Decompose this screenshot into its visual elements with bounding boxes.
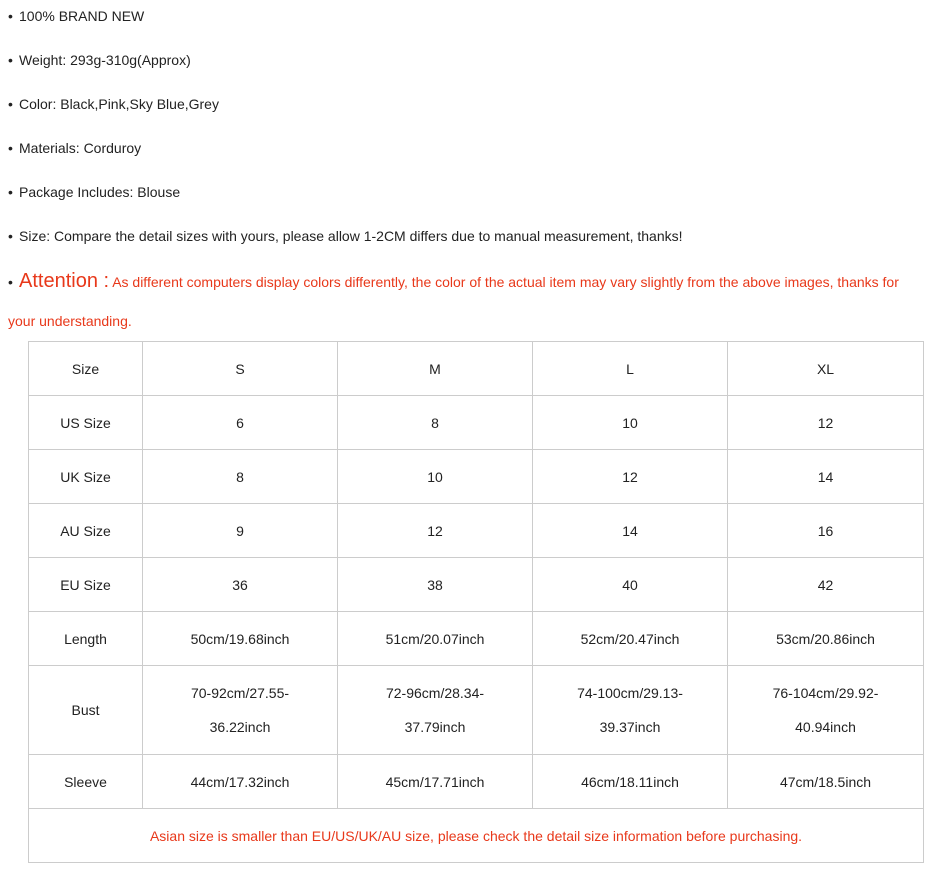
table-row-bust: [29, 666, 924, 755]
table-row: [29, 558, 924, 612]
spec-weight: • Weight: 293g-310g(Approx): [8, 52, 191, 68]
spec-materials: • Materials: Corduroy: [8, 140, 142, 156]
table-cell: 74-100cm/29.13- 39.37inch: [533, 666, 728, 755]
row-label: Length: [29, 612, 143, 666]
table-cell: 53cm/20.86inch: [728, 612, 924, 666]
header-cell: M: [338, 342, 533, 396]
table-cell: 12: [728, 396, 924, 450]
bullet-dot: •: [8, 96, 13, 112]
table-cell: 45cm/17.71inch: [338, 755, 533, 809]
spec-brand-new: • 100% BRAND NEW: [8, 8, 145, 24]
table-cell: 9: [143, 504, 338, 558]
table-cell: 50cm/19.68inch: [143, 612, 338, 666]
table-cell: 10: [533, 396, 728, 450]
row-label: US Size: [29, 396, 143, 450]
table-row-sleeve: [29, 755, 924, 809]
table-cell: 40: [533, 558, 728, 612]
table-cell: 47cm/18.5inch: [728, 755, 924, 809]
attention-title: Attention :: [19, 270, 110, 292]
bullet-dot: •: [8, 140, 13, 156]
header-cell: Size: [29, 342, 143, 396]
table-header-row: [29, 342, 924, 396]
row-label: EU Size: [29, 558, 143, 612]
row-label: Bust: [29, 666, 143, 755]
table-row: [29, 450, 924, 504]
table-cell: 52cm/20.47inch: [533, 612, 728, 666]
bullet-dot: •: [8, 274, 13, 290]
table-cell: 10: [338, 450, 533, 504]
bullet-dot: •: [8, 228, 13, 244]
table-cell: 46cm/18.11inch: [533, 755, 728, 809]
header-cell: L: [533, 342, 728, 396]
attention-body: As different computers display colors differently, the color of the actual item may vary slightly from the above images, thanks for: [112, 274, 899, 290]
bullet-dot: •: [8, 52, 13, 68]
table-note-row: [29, 809, 924, 863]
table-cell: 38: [338, 558, 533, 612]
size-chart-table: [28, 341, 924, 863]
asian-size-note: Asian size is smaller than EU/US/UK/AU size, please check the detail size information before purchasing.: [29, 809, 924, 863]
row-label: UK Size: [29, 450, 143, 504]
table-cell: 36: [143, 558, 338, 612]
table-cell: 42: [728, 558, 924, 612]
table-cell: 51cm/20.07inch: [338, 612, 533, 666]
bullet-dot: •: [8, 184, 13, 200]
table-cell: 8: [338, 396, 533, 450]
table-cell: 70-92cm/27.55- 36.22inch: [143, 666, 338, 755]
table-cell: 14: [728, 450, 924, 504]
spec-size-note: • Size: Compare the detail sizes with yours, please allow 1-2CM differs due to manual measurement, thanks!: [8, 228, 683, 244]
header-cell: S: [143, 342, 338, 396]
bullet-dot: •: [8, 8, 13, 24]
table-row: [29, 612, 924, 666]
table-cell: 14: [533, 504, 728, 558]
spec-color: • Color: Black,Pink,Sky Blue,Grey: [8, 96, 219, 112]
table-row: [29, 504, 924, 558]
table-cell: 12: [338, 504, 533, 558]
table-cell: 12: [533, 450, 728, 504]
spec-package: • Package Includes: Blouse: [8, 184, 181, 200]
header-cell: XL: [728, 342, 924, 396]
table-cell: 76-104cm/29.92- 40.94inch: [728, 666, 924, 755]
row-label: AU Size: [29, 504, 143, 558]
attention-body-cont: your understanding.: [8, 313, 132, 329]
table-cell: 72-96cm/28.34- 37.79inch: [338, 666, 533, 755]
row-label: Sleeve: [29, 755, 143, 809]
table-row: [29, 396, 924, 450]
table-cell: 44cm/17.32inch: [143, 755, 338, 809]
table-cell: 6: [143, 396, 338, 450]
table-cell: 8: [143, 450, 338, 504]
table-cell: 16: [728, 504, 924, 558]
